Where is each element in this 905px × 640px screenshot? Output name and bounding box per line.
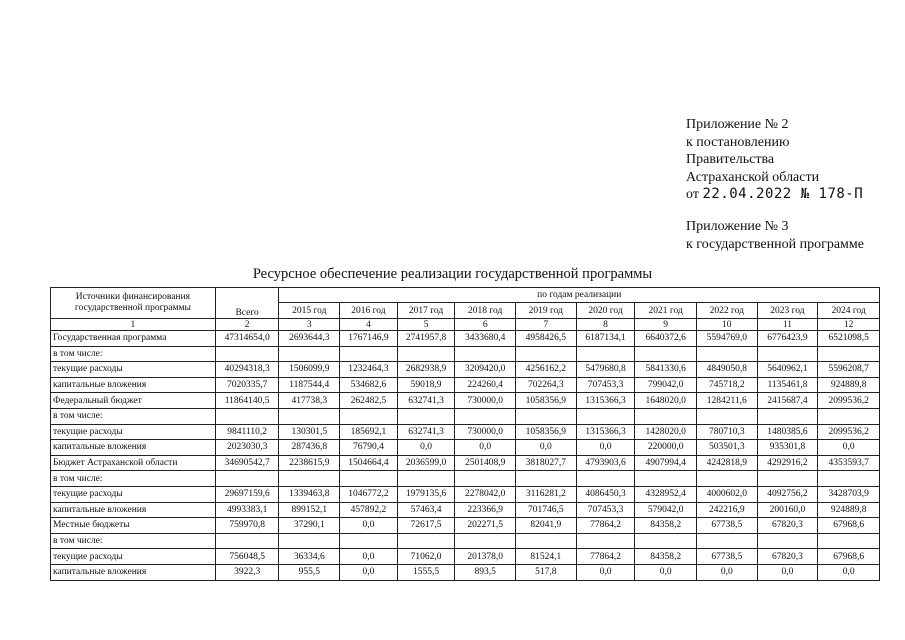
value-cell: 84358,2: [635, 549, 697, 565]
value-cell: 4086450,3: [576, 486, 635, 502]
value-cell: [455, 346, 516, 362]
table-row: [51, 471, 880, 487]
appendix-secondary-block: [686, 218, 864, 253]
row-label: капитальные вложения: [51, 377, 216, 393]
value-cell: 4958426,5: [516, 331, 577, 347]
value-cell: [279, 346, 340, 362]
value-cell: 4993383,1: [215, 502, 279, 518]
value-cell: 5841330,6: [635, 362, 697, 378]
value-cell: 3433680,4: [455, 331, 516, 347]
value-cell: 2682938,9: [397, 362, 455, 378]
date-stamp: 22.04.2022 № 178-П: [702, 186, 864, 202]
value-cell: [397, 471, 455, 487]
value-cell: 5640962,1: [757, 362, 818, 378]
value-cell: 3818027,7: [516, 455, 577, 471]
value-cell: 1058356,9: [516, 393, 577, 409]
value-cell: 40294318,3: [215, 362, 279, 378]
value-cell: 417738,3: [279, 393, 340, 409]
year-header: 2020 год: [576, 303, 635, 319]
row-label: капитальные вложения: [51, 502, 216, 518]
value-cell: 0,0: [576, 440, 635, 456]
value-cell: 707453,3: [576, 502, 635, 518]
value-cell: [340, 471, 398, 487]
value-cell: [215, 346, 279, 362]
value-cell: 37290,1: [279, 518, 340, 534]
value-cell: 6187134,1: [576, 331, 635, 347]
value-cell: 701746,5: [516, 502, 577, 518]
value-cell: [696, 471, 757, 487]
value-cell: [516, 346, 577, 362]
header-row-1: [51, 288, 880, 303]
column-number: 8: [576, 319, 635, 331]
appendix-secondary-line1: Приложение № 3: [686, 219, 789, 234]
value-cell: 7020335,7: [215, 377, 279, 393]
value-cell: 1428020,0: [635, 424, 697, 440]
total-header: Всего: [215, 288, 279, 319]
value-cell: 632741,3: [397, 424, 455, 440]
value-cell: 2099536,2: [818, 393, 880, 409]
value-cell: [635, 346, 697, 362]
value-cell: [818, 346, 880, 362]
row-label: Государственная программа: [51, 331, 216, 347]
value-cell: 0,0: [397, 440, 455, 456]
value-cell: 893,5: [455, 564, 516, 580]
value-cell: 4092756,2: [757, 486, 818, 502]
value-cell: 1979135,6: [397, 486, 455, 502]
row-label: капитальные вложения: [51, 564, 216, 580]
row-label: в том числе:: [51, 471, 216, 487]
value-cell: 1187544,4: [279, 377, 340, 393]
appendix-main-line4: Астраханской области: [686, 169, 820, 185]
value-cell: 287436,8: [279, 440, 340, 456]
value-cell: [455, 471, 516, 487]
value-cell: [215, 408, 279, 424]
value-cell: 702264,3: [516, 377, 577, 393]
value-cell: 707453,3: [576, 377, 635, 393]
value-cell: [818, 471, 880, 487]
table-row: [51, 377, 880, 393]
table-row: [51, 362, 880, 378]
value-cell: 457892,2: [340, 502, 398, 518]
value-cell: 1058356,9: [516, 424, 577, 440]
table-row: [51, 455, 880, 471]
row-label: в том числе:: [51, 408, 216, 424]
value-cell: 67738,5: [696, 518, 757, 534]
value-cell: 4907994,4: [635, 455, 697, 471]
row-label: Бюджет Астраханской области: [51, 455, 216, 471]
value-cell: 730000,0: [455, 424, 516, 440]
value-cell: 3209420,0: [455, 362, 516, 378]
value-cell: 6776423,9: [757, 331, 818, 347]
row-label: текущие расходы: [51, 362, 216, 378]
column-number: 10: [696, 319, 757, 331]
value-cell: [397, 408, 455, 424]
value-cell: 2741957,8: [397, 331, 455, 347]
value-cell: 0,0: [340, 564, 398, 580]
value-cell: [340, 346, 398, 362]
value-cell: 924889,8: [818, 377, 880, 393]
value-cell: 200160,0: [757, 502, 818, 518]
value-cell: 579042,0: [635, 502, 697, 518]
value-cell: [397, 346, 455, 362]
value-cell: 756048,5: [215, 549, 279, 565]
value-cell: [279, 471, 340, 487]
value-cell: 0,0: [818, 564, 880, 580]
value-cell: [696, 346, 757, 362]
value-cell: 0,0: [635, 564, 697, 580]
value-cell: 5479680,8: [576, 362, 635, 378]
value-cell: 0,0: [340, 518, 398, 534]
value-cell: [340, 533, 398, 549]
appendix-main-line1: Приложение № 2: [686, 117, 789, 132]
table-row: [51, 346, 880, 362]
value-cell: 4328952,4: [635, 486, 697, 502]
value-cell: 130301,5: [279, 424, 340, 440]
value-cell: [279, 408, 340, 424]
value-cell: 29697159,6: [215, 486, 279, 502]
value-cell: [576, 533, 635, 549]
year-header: 2016 год: [340, 303, 398, 319]
table-row: [51, 331, 880, 347]
value-cell: 5594769,0: [696, 331, 757, 347]
value-cell: 1555,5: [397, 564, 455, 580]
value-cell: 899152,1: [279, 502, 340, 518]
value-cell: 924889,8: [818, 502, 880, 518]
value-cell: 67820,3: [757, 518, 818, 534]
value-cell: 955,5: [279, 564, 340, 580]
value-cell: 36334,6: [279, 549, 340, 565]
value-cell: 780710,3: [696, 424, 757, 440]
value-cell: 67738,5: [696, 549, 757, 565]
column-number: 5: [397, 319, 455, 331]
value-cell: 2036599,0: [397, 455, 455, 471]
value-cell: 935301,8: [757, 440, 818, 456]
value-cell: 47314654,0: [215, 331, 279, 347]
value-cell: 1480385,6: [757, 424, 818, 440]
value-cell: 0,0: [455, 440, 516, 456]
value-cell: 3116281,2: [516, 486, 577, 502]
value-cell: 0,0: [516, 440, 577, 456]
value-cell: 0,0: [696, 564, 757, 580]
table-row: [51, 564, 880, 580]
value-cell: [516, 533, 577, 549]
value-cell: [818, 408, 880, 424]
value-cell: 9841110,2: [215, 424, 279, 440]
value-cell: [818, 533, 880, 549]
value-cell: 3922,3: [215, 564, 279, 580]
value-cell: 4353593,7: [818, 455, 880, 471]
value-cell: 77864,2: [576, 518, 635, 534]
value-cell: 11864140,5: [215, 393, 279, 409]
appendix-main-block: [686, 116, 863, 204]
column-number: 4: [340, 319, 398, 331]
value-cell: 4292916,2: [757, 455, 818, 471]
source-header-line1: Источники финансирования: [75, 292, 190, 302]
value-cell: 81524,1: [516, 549, 577, 565]
value-cell: 1315366,3: [576, 393, 635, 409]
year-header: 2023 год: [757, 303, 818, 319]
value-cell: [576, 408, 635, 424]
column-number: 7: [516, 319, 577, 331]
value-cell: 745718,2: [696, 377, 757, 393]
appendix-main-line2: к постановлению: [686, 134, 790, 150]
year-header: 2015 год: [279, 303, 340, 319]
value-cell: [696, 533, 757, 549]
value-cell: 730000,0: [455, 393, 516, 409]
value-cell: 1315366,3: [576, 424, 635, 440]
column-number: 12: [818, 319, 880, 331]
table-row: [51, 393, 880, 409]
value-cell: 223366,9: [455, 502, 516, 518]
appendix-main-line3: Правительства: [686, 152, 775, 167]
value-cell: [516, 471, 577, 487]
value-cell: 759970,8: [215, 518, 279, 534]
table-row: [51, 502, 880, 518]
value-cell: 517,8: [516, 564, 577, 580]
value-cell: 1135461,8: [757, 377, 818, 393]
year-header: 2018 год: [455, 303, 516, 319]
date-prefix: от: [686, 187, 699, 202]
year-header: 2024 год: [818, 303, 880, 319]
value-cell: 1767146,9: [340, 331, 398, 347]
value-cell: [215, 533, 279, 549]
value-cell: 34690542,7: [215, 455, 279, 471]
row-label: капитальные вложения: [51, 440, 216, 456]
value-cell: 0,0: [757, 564, 818, 580]
value-cell: 534682,6: [340, 377, 398, 393]
value-cell: 67968,6: [818, 549, 880, 565]
value-cell: [516, 408, 577, 424]
value-cell: 1339463,8: [279, 486, 340, 502]
years-group-header: по годам реализации: [279, 288, 880, 303]
value-cell: [215, 471, 279, 487]
value-cell: [696, 408, 757, 424]
year-header: 2017 год: [397, 303, 455, 319]
value-cell: 72617,5: [397, 518, 455, 534]
row-label: текущие расходы: [51, 424, 216, 440]
value-cell: [279, 533, 340, 549]
table-row: [51, 533, 880, 549]
value-cell: 1232464,3: [340, 362, 398, 378]
value-cell: 1504664,4: [340, 455, 398, 471]
value-cell: [455, 533, 516, 549]
year-header: 2019 год: [516, 303, 577, 319]
value-cell: 4000602,0: [696, 486, 757, 502]
value-cell: [635, 471, 697, 487]
column-number: 2: [215, 319, 279, 331]
value-cell: 201378,0: [455, 549, 516, 565]
value-cell: 224260,4: [455, 377, 516, 393]
table-row: [51, 486, 880, 502]
value-cell: 2023030,3: [215, 440, 279, 456]
value-cell: 1046772,2: [340, 486, 398, 502]
value-cell: 799042,0: [635, 377, 697, 393]
value-cell: 4849050,8: [696, 362, 757, 378]
value-cell: 2099536,2: [818, 424, 880, 440]
value-cell: 2278042,0: [455, 486, 516, 502]
table-row: [51, 424, 880, 440]
row-label: в том числе:: [51, 533, 216, 549]
resource-table: [50, 287, 880, 581]
value-cell: 1648020,0: [635, 393, 697, 409]
year-header: 2021 год: [635, 303, 697, 319]
appendix-secondary-line2: к государственной программе: [686, 236, 864, 252]
row-label: Местные бюджеты: [51, 518, 216, 534]
row-label: текущие расходы: [51, 486, 216, 502]
value-cell: 57463,4: [397, 502, 455, 518]
value-cell: 67820,3: [757, 549, 818, 565]
table-row: [51, 408, 880, 424]
value-cell: [757, 533, 818, 549]
value-cell: [757, 408, 818, 424]
appendix-date-line: [686, 186, 863, 204]
table-row: [51, 518, 880, 534]
value-cell: 632741,3: [397, 393, 455, 409]
value-cell: 4242818,9: [696, 455, 757, 471]
value-cell: 76790,4: [340, 440, 398, 456]
value-cell: 185692,1: [340, 424, 398, 440]
value-cell: 59018,9: [397, 377, 455, 393]
value-cell: 82041,9: [516, 518, 577, 534]
value-cell: 262482,5: [340, 393, 398, 409]
column-number: 6: [455, 319, 516, 331]
value-cell: 1506099,9: [279, 362, 340, 378]
value-cell: 2693644,3: [279, 331, 340, 347]
value-cell: 242216,9: [696, 502, 757, 518]
value-cell: 84358,2: [635, 518, 697, 534]
table-row: [51, 440, 880, 456]
column-number: 9: [635, 319, 697, 331]
value-cell: 2415687,4: [757, 393, 818, 409]
value-cell: [340, 408, 398, 424]
column-number: 11: [757, 319, 818, 331]
value-cell: 220000,0: [635, 440, 697, 456]
value-cell: 1284211,6: [696, 393, 757, 409]
value-cell: [576, 346, 635, 362]
source-header-line2: государственной программы: [74, 303, 191, 313]
value-cell: 5596208,7: [818, 362, 880, 378]
value-cell: 0,0: [340, 549, 398, 565]
source-header: [51, 288, 216, 319]
table-body: [51, 331, 880, 581]
value-cell: 2238615,9: [279, 455, 340, 471]
value-cell: 6521098,5: [818, 331, 880, 347]
value-cell: 4793903,6: [576, 455, 635, 471]
value-cell: [635, 408, 697, 424]
value-cell: 67968,6: [818, 518, 880, 534]
value-cell: 71062,0: [397, 549, 455, 565]
value-cell: 0,0: [818, 440, 880, 456]
row-label: текущие расходы: [51, 549, 216, 565]
value-cell: [576, 471, 635, 487]
value-cell: [757, 471, 818, 487]
value-cell: [455, 408, 516, 424]
value-cell: 202271,5: [455, 518, 516, 534]
column-number: 1: [51, 319, 216, 331]
value-cell: 77864,2: [576, 549, 635, 565]
value-cell: 0,0: [576, 564, 635, 580]
value-cell: [397, 533, 455, 549]
value-cell: 4256162,2: [516, 362, 577, 378]
row-label: в том числе:: [51, 346, 216, 362]
value-cell: 6640372,6: [635, 331, 697, 347]
value-cell: 503501,3: [696, 440, 757, 456]
value-cell: [757, 346, 818, 362]
value-cell: 3428703,9: [818, 486, 880, 502]
column-number: 3: [279, 319, 340, 331]
document-title: Ресурсное обеспечение реализации государственной программы: [252, 266, 653, 282]
value-cell: [635, 533, 697, 549]
row-label: Федеральный бюджет: [51, 393, 216, 409]
table-row: [51, 549, 880, 565]
year-header: 2022 год: [696, 303, 757, 319]
value-cell: 2501408,9: [455, 455, 516, 471]
column-numbers-row: [51, 319, 880, 331]
